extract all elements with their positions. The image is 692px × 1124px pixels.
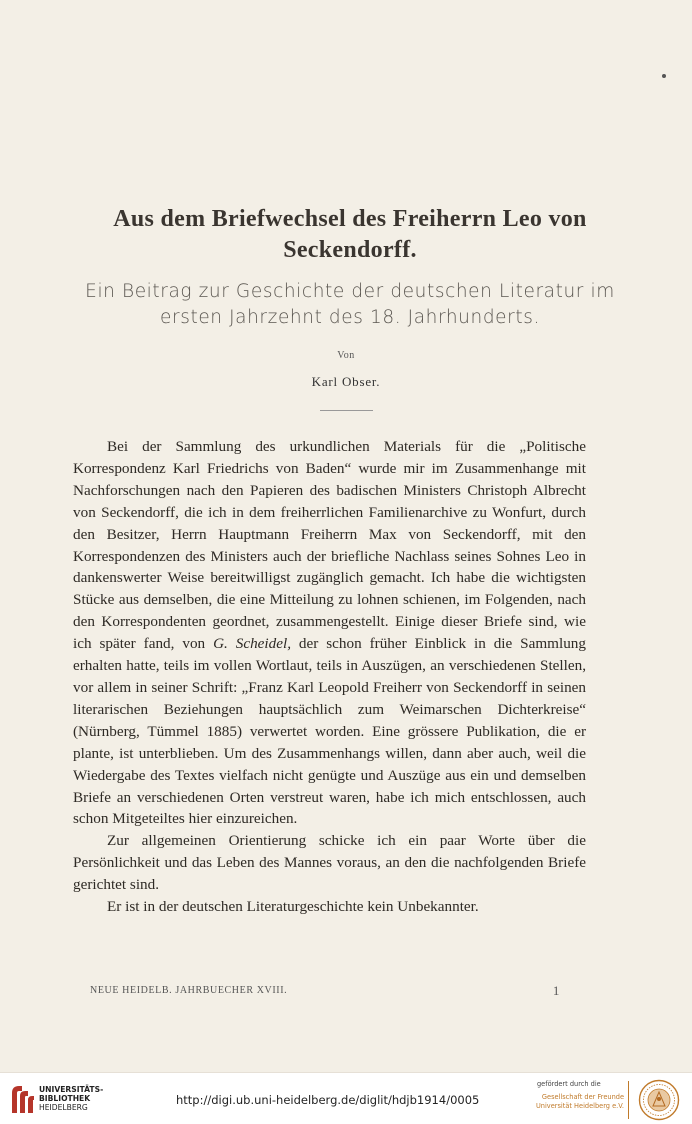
paragraph-1-part-a: Bei der Sammlung des urkundlichen Materials für die „Politische Korrespondenz Karl Friedrichs von Baden“ wurde mir im Zusammenhange mit Nachforschungen nach den Papieren des badischen Ministers Christoph Albrecht von Seckendorff, die ich in dem freiherrlichen Familienarchive zu Wonfurt, durch den Besitzer, Herrn Hauptmann Freiherrn Max von Seckendorff, mit den Korrespondenzen des Ministers auch der briefliche Nachlass seines Sohnes Leo in dankenswerter Weise bereitwilligst zugänglich gemacht. Ich habe die wichtigsten Stücke aus demselben, die eine Mitteilung zu lohnen schienen, im Folgenden, nach den Korrespondenten geordnet, zusammengestellt. Einige dieser Briefe sind, wie ich später fand, von (73, 438, 586, 653)
page-footer (90, 985, 560, 996)
sponsor-name[interactable] (530, 1093, 624, 1110)
library-name-line-1: UNIVERSITÄTS- (39, 1085, 104, 1094)
byline-prefix: Von (337, 350, 355, 361)
article-body (73, 436, 586, 918)
cited-author: G. Scheidel, (213, 635, 291, 653)
digitization-banner (0, 1072, 692, 1124)
university-seal-icon[interactable] (638, 1079, 680, 1121)
ink-speck (662, 74, 666, 78)
title-divider (320, 410, 373, 411)
paragraph-1 (73, 436, 586, 830)
page-number: 1 (552, 983, 560, 998)
paragraph-2: Zur allgemeinen Orientierung schicke ich ein paar Worte über die Persönlichkeit und das Leben des Mannes voraus, an den die nachfolgenden Briefe gerichtet sind. (73, 832, 586, 894)
sponsor-divider (628, 1081, 629, 1119)
paragraph-3: Er ist in der deutschen Literaturgeschichte kein Unbekannter. (107, 898, 479, 916)
funded-by-label: gefördert durch die (537, 1080, 601, 1088)
library-name[interactable] (39, 1085, 103, 1112)
paragraph-1-part-b: der schon früher Einblick in die Sammlung erhalten hatte, teils im vollen Wortlaut, teils in Auszügen, an verschiedenen Stellen, vor allem in seiner Schrift: „Franz Karl Leopold Freiherr von Seckendorff in seinen literarischen Beziehungen hauptsächlich zum Weimarschen Dichterkreise“ (Nürnberg, Tümmel 1885) verwertet worden. Eine grössere Publikation, die er plante, ist unterblieben. Um des Zusammenhangs willen, dann aber auch, weil die Wiedergabe des Textes vielfach nicht genügte und Auszüge aus ein und demselben Briefe an verschiedenen Orten verstreut waren, habe ich mich entschlossen, auch schon Mitgeteiltes hier einzureichen. (73, 635, 586, 828)
sponsor-name-line-1: Gesellschaft der Freunde (541, 1093, 624, 1101)
library-name-line-3: HEIDELBERG (39, 1103, 88, 1112)
sponsor-name-line-2: Universität Heidelberg e.V. (535, 1101, 624, 1110)
running-title: NEUE HEIDELB. JAHRBUECHER XVIII. (90, 985, 288, 996)
permalink-url[interactable]: http://digi.ub.uni-heidelberg.de/diglit/hdjb1914/0005 (176, 1093, 480, 1107)
author-name: Karl Obser. (311, 374, 381, 389)
library-name-line-2: BIBLIOTHEK (39, 1094, 91, 1103)
library-logo-icon[interactable] (8, 1083, 36, 1115)
article-title: Aus dem Briefwechsel des Freiherrn Leo von Seckendorff. (113, 206, 587, 263)
article-subtitle: Ein Beitrag zur Geschichte der deutschen Literatur im ersten Jahrzehnt des 18. Jahrhunderts. (85, 281, 615, 328)
